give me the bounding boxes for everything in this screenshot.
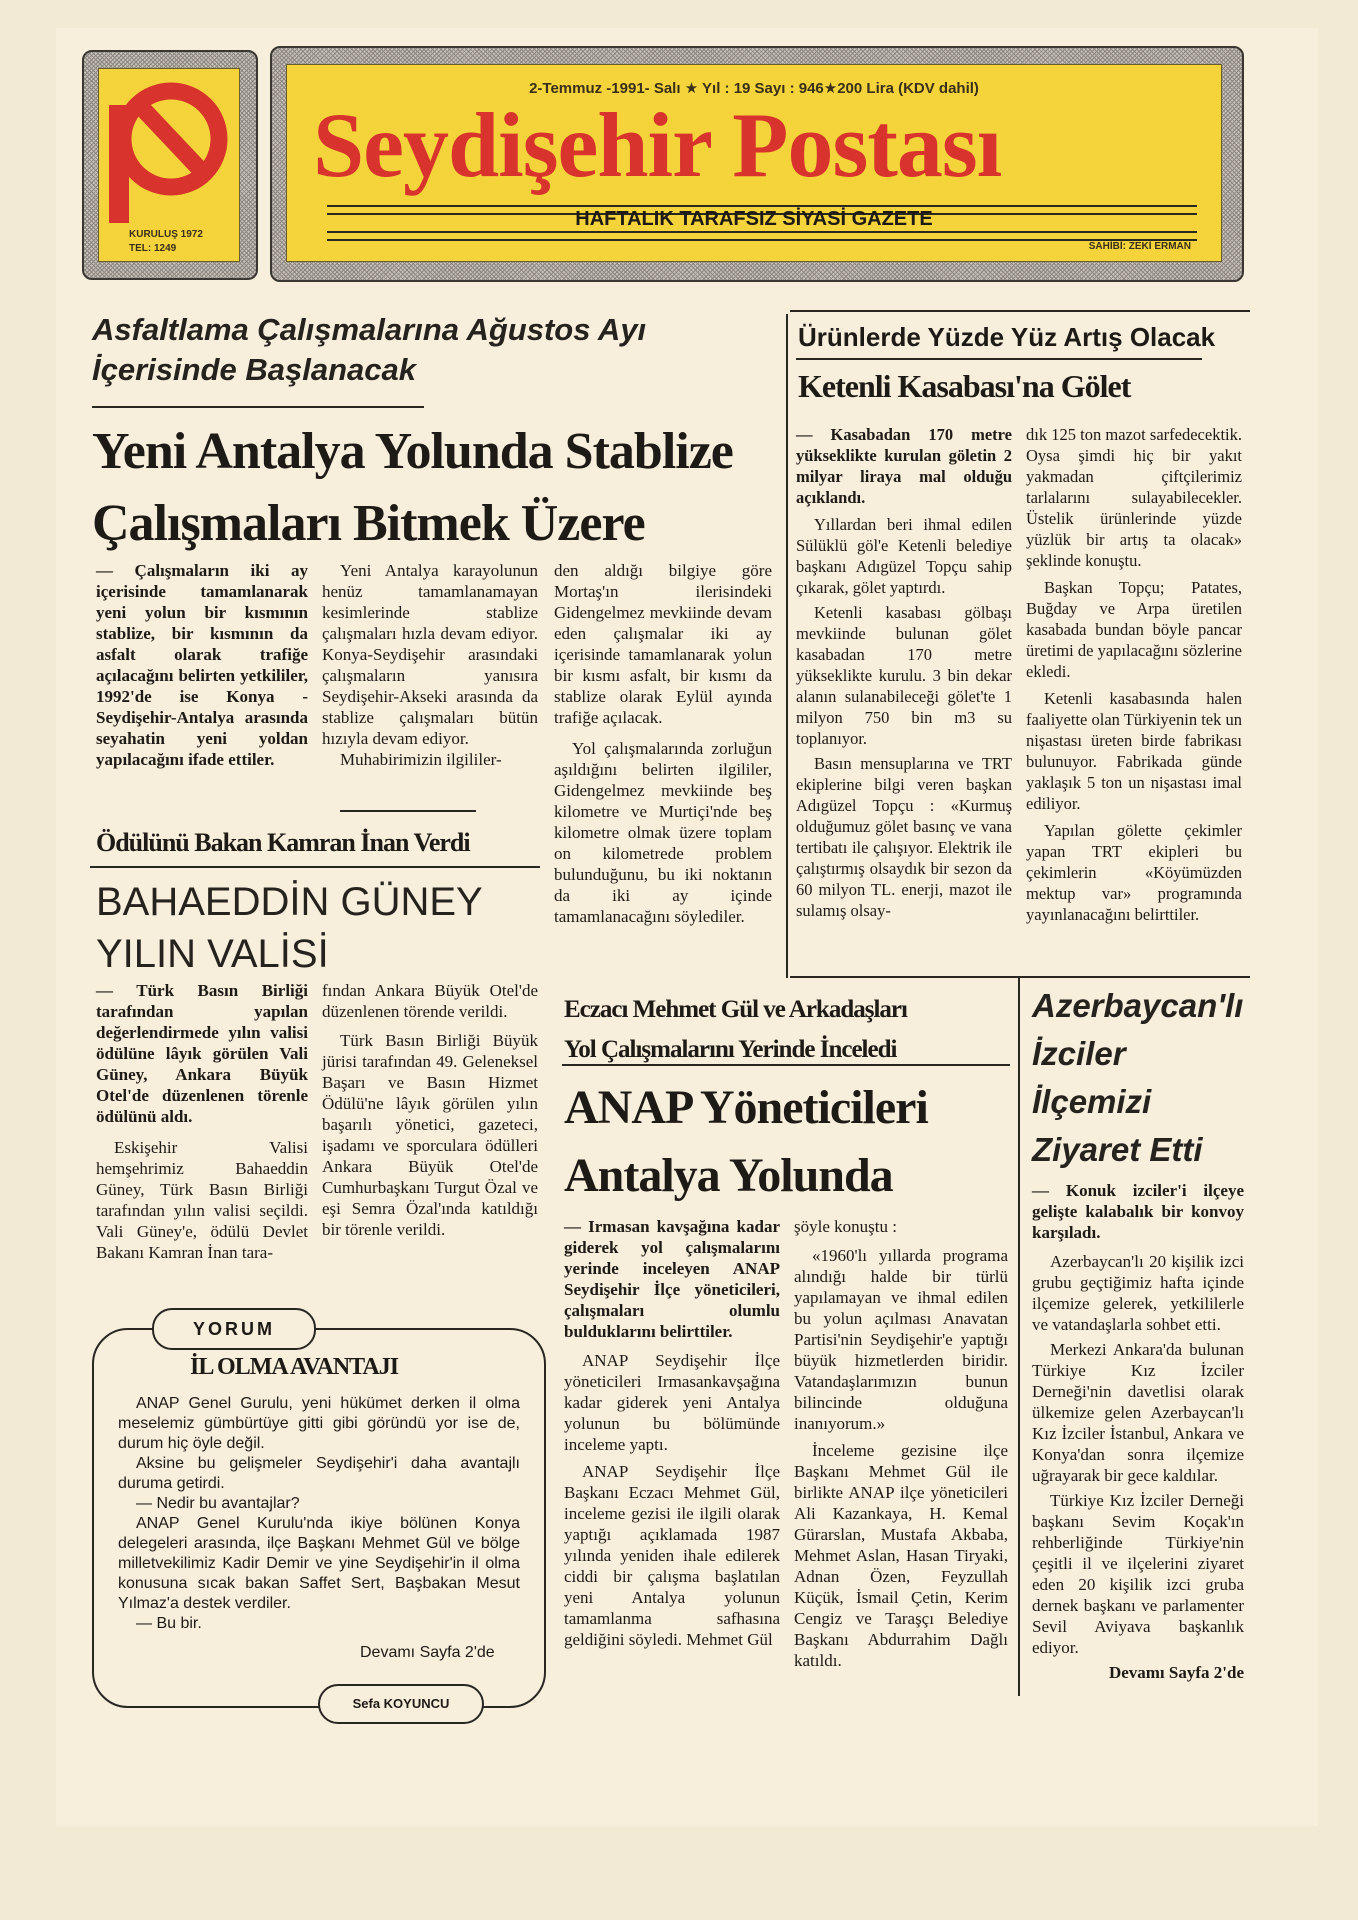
article4-kicker-line1: Eczacı Mehmet Gül ve Arkadaşları [564,996,907,1023]
article1-col3-p1: den aldığı bilgiye göre Mortaş'ın ilerisindeki Gidengelmez mevkiinde devam eden çalışmalar iki ay içerisinde tamamlanarak yolun bir kısmı asfalt, bir kısmı da stablize olarak Eylül ayında trafiğe açılacak. [554,561,772,727]
article2-kicker: Ödülünü Bakan Kamran İnan Verdi [96,828,470,857]
newspaper-title: Seydişehir Postası [313,94,1002,196]
article5-body [1032,1180,1244,1683]
article4-c1p2: ANAP Seydişehir İlçe Başkanı Eczacı Mehmet Gül, inceleme gezisi ile ilgili olarak yaptığı açıklamada 1987 yılında yeniden ihale edilerek ciddi bir çalışma başlatılan yeni Antalya yolunun tamamlanma safhasına geldiğini söyledi. Mehmet Gül [564,1462,780,1649]
article3-c2p2: Başkan Topçu; Patates, Buğday ve Arpa üretilen kasabada bundan böyle pancar üretimi de yapılacağını sözlerine ekledi. [1026,578,1242,681]
yorum-p5: — Bu bir. [136,1615,202,1632]
article5-kicker-line2: İzciler [1032,1035,1126,1072]
phone-text: TEL: 1249 [129,243,177,254]
logo-box [98,68,240,262]
article2-headline-line2: YILIN VALİSİ [96,932,329,976]
article5-more[interactable]: Devamı Sayfa 2'de [1108,1663,1244,1682]
article3-c1p1: Yıllardan beri ihmal edilen Sülüklü göl'e Ketenli belediye başkanı Adıgüzel Topçu sahip çıkarak, gölet yaptırdı. [796,515,1012,597]
article2-p3: Türk Basın Birliği Büyük jürisi tarafından 49. Geleneksel Başarı ve Basın Hizmet Ödülü'ne lâyık görülen yılın başarılı yönetici, gazeteci, işadamı ve sporculara ödülleri Ankara Büyük Otel'de Cumhurbaşkanı Turgut Özal ve eşi Semra Özal'ında katıldığı bir törenle verildi. [322,1031,538,1239]
article2-headline-line1: BAHAEDDİN GÜNEY [96,880,483,924]
article2-p1: Eskişehir Valisi hemşehrimiz Bahaeddin Güney, Türk Basın Birliği tarafından yılın valisi seçildi. Vali Güney'e, ödülü Devlet Bakanı Kamran İnan tara- [96,1138,308,1262]
article1-col3 [554,560,772,927]
yorum-author: Sefa KOYUNCU [352,1696,450,1711]
yorum-label: YORUM [193,1319,275,1339]
article4-kicker-rule [562,1064,1010,1066]
yorum-p1: ANAP Genel Gurulu, yeni hükümet derken il olma meselemiz gümbürtüye gitti gibi göründü yor ise de, durum hiç öyle değil. [118,1395,520,1452]
article3-col2 [1026,424,1242,925]
article1-kicker-line2: İçerisinde Başlanacak [92,352,416,387]
article1-lead: — Çalışmaların iki ay içerisinde tamamlanarak yeni yolun bir kısmının stablize, bir kısmının da asfalt olarak trafiğe açılacağını belirten yetkililer, 1992'de ise Konya - Seydişehir-Antalya arasında seyahatin yeni yoldan yapılacağını ifade ettiler. [96,561,308,769]
article3-bottom-rule [790,976,1250,978]
founded-text: KURULUŞ 1972 [129,229,203,240]
article5-lead: — Konuk izciler'i ilçeye gelişte kalabalık bir konvoy karşıladı. [1032,1181,1244,1242]
yorum-body [118,1394,520,1634]
article5-left-rule [1018,976,1020,1696]
article4-kicker [564,990,1024,1070]
owner-text: SAHİBİ: ZEKİ ERMAN [1088,241,1191,252]
article5-kicker-line3: İlçemizi [1032,1083,1152,1120]
article1-col2 [322,560,538,770]
article3-c1p3: Basın mensuplarına ve TRT ekiplerine bilgi veren başkan Adıgüzel Topçu : «Kurmuş olduğumuz gölet basınç ve vana tertibatı ile çalışıyor. Elektrik ile çalıştırmış olsaydık bir sezon da 60 milyon TL. enerji, mazot ile sulamış olsay- [796,754,1012,920]
article3-c2p3: Ketenli kasabasında halen faaliyette olan Türkiyenin tek un nişastası üreten birde fabrikası bulunuyor. Fabrikada günde yaklaşık 5 ton un nişastası imal ediliyor. [1026,689,1242,813]
article1-col2-p2: Muhabirimizin ilgililer- [340,750,502,769]
article3-kicker: Ürünlerde Yüzde Yüz Artış Olacak [798,322,1216,352]
article4-c2p2: «1960'lı yıllarda programa alındığı halde bir türlü yapılamayan ve ihmal edilen bu yolun açılması Anavatan Partisi'nin Seydişehir'e yaptığı büyük hizmetlerden biridir. Vatandaşlarımızın bunun bilincinde olduğuna inanıyorum.» [794,1246,1008,1433]
article4-col2 [794,1216,1008,1671]
article1-headline-line2: Çalışmaları Bitmek Üzere [92,495,645,552]
article4-c2p1: şöyle konuştu : [794,1217,897,1236]
article1-col2-p1: Yeni Antalya karayolunun henüz tamamlanamayan kesimlerinde stablize çalışmaları hızla devam ediyor. Konya-Seydişehir arasındaki çalışmaların yanısıra Seydişehir-Akseki arasında da stablize çalışmaları bütün hızıyla devam ediyor. [322,561,538,748]
article3-c2p4: Yapılan gölette çekimler yapan TRT ekipleri bu çekimlerin «Köyümüzden mektup var» programında yayınlanacağını belirttiler. [1026,821,1242,924]
article5-p1: Azerbaycan'lı 20 kişilik izci grubu geçtiğimiz hafta içinde ilçemize gelerek, yetkililerle ve vatandaşlarla sohbet etti. [1032,1252,1244,1334]
article5-kicker-line4: Ziyaret Etti [1032,1131,1203,1168]
article3-col1 [796,424,1012,921]
article3-c2p1: dık 125 ton mazot sarfedecektik. Oysa şimdi hiç bir yakıt yakmadan çiftçilerimiz tarlalarını sulayabilecekler. Üstelik ürünlerinde yüzde yüzlük bir artış ta olacak» şeklinde konuştu. [1026,425,1242,570]
article1-col3-p2: Yol çalışmalarında zorluğun aşıldığını belirten ilgililer, Gidengelmez mevkiinde beş kilometre ve Murtiçi'nde beş kilometre olmak üzere toplam on kilometrede problem bulunduğunu, bu iki noktanın da iki ay içinde tamamlanacağını söylediler. [554,739,772,926]
masthead-box [286,64,1222,262]
article4-col1 [564,1216,780,1650]
article4-c1p1: ANAP Seydişehir İlçe yöneticileri Irmasankavşağına kadar giderek yeni Antalya yolunun bu bölümünde inceleme yaptı. [564,1351,780,1454]
yorum-p2: Aksine bu gelişmeler Seydişehir'i daha avantajlı duruma getirdi. [118,1455,520,1492]
article1-kicker [92,310,692,390]
article1-kicker-rule [92,406,424,408]
article3-top-rule [790,310,1250,312]
article3-headline: Ketenli Kasabası'na Gölet [798,368,1131,404]
article4-headline [564,1074,1024,1210]
article2-headline [96,876,556,980]
article3-left-rule [786,314,788,978]
article2-col1 [96,980,308,1263]
article3-c1p2: Ketenli kasabası gölbaşı mevkiinde bulunan gölet kasabadan 170 metre yükseklikte kurulu. 3 bin dekar alanın sulanabileceği gölet'te 1 milyon 750 bin m3 su toplanıyor. [796,603,1012,748]
article2-top-rule [340,810,476,812]
article5-p2: Merkezi Ankara'da bulunan Türkiye Kız İzciler Derneği'nin davetlisi olarak ülkemize gelen Azerbaycan'lı Kız İzciler İstanbul, Ankara ve Konya'dan sonra ilçemize uğrayarak bir gece kaldılar. [1032,1340,1244,1485]
article5-kicker-line1: Azerbaycan'lı [1032,987,1244,1024]
newspaper-logo-icon [99,75,239,225]
article2-p2: fından Ankara Büyük Otel'de düzenlenen törende verildi. [322,981,538,1021]
article1-headline-line1: Yeni Antalya Yolunda Stablize [92,423,733,480]
yorum-author-box [318,1684,484,1724]
dateline: 2-Temmuz -1991- Salı ★ Yıl : 19 Sayı : 946★200 Lira (KDV dahil) [529,80,979,97]
tagline-rule-bottom [327,231,1197,241]
article5-kicker [1032,982,1252,1174]
yorum-label-box [152,1308,316,1350]
yorum-p3: — Nedir bu avantajlar? [136,1495,300,1512]
article4-lead: — Irmasan kavşağına kadar giderek yol çalışmalarını yerinde inceleyen ANAP Seydişehir İlçe yöneticileri, çalışmaları olumlu bulduklarını belirttiler. [564,1217,780,1341]
article4-headline-line1: ANAP Yöneticileri [564,1081,928,1134]
article4-headline-line2: Antalya Yolunda [564,1149,893,1202]
article1-kicker-line1: Asfaltlama Çalışmalarına Ağustos Ayı [92,312,647,347]
article1-headline [92,416,792,560]
article2-lead: — Türk Basın Birliği tarafından yapılan değerlendirmede yılın valisi ödülüne lâyık görülen Vali Güney, Ankara Büyük Otel'de düzenlenen törenle ödülünü aldı. [96,981,308,1126]
article4-c2p3: İnceleme gezisine ilçe Başkanı Mehmet Gül ile birlikte ANAP ilçe yöneticileri Ali Kazankaya, H. Kemal Gürarslan, Mustafa Akbaba, Mehmet Aslan, Hasan Tiryaki, Adnan Özen, Feyzullah Küçük, İsmail Çetin, Kerim Cengiz ve Taraşçı Belediye Başkanı Abdurrahim Dağlı katıldı. [794,1441,1008,1670]
article4-kicker-line2: Yol Çalışmalarını Yerinde İnceledi [564,1036,897,1063]
article2-kicker-rule [90,866,540,868]
yorum-title: İL OLMA AVANTAJI [190,1354,399,1380]
tagline: HAFTALIK TARAFSIZ SİYASİ GAZETE [575,208,933,230]
yorum-more[interactable]: Devamı Sayfa 2'de [360,1644,495,1661]
article5-p3: Türkiye Kız İzciler Derneği başkanı Sevim Koçak'ın rehberliğinde Türkiye'nin çeşitli il ve ilçelerini ziyaret eden 20 kişilik izci gruba dernek başkanı ve parlamenter Sevil Aviyava başkanlık ediyor. [1032,1491,1244,1657]
article3-lead: — Kasabadan 170 metre yükseklikte kurulan göletin 2 milyar liraya mal olduğu açıklandı. [796,425,1012,507]
article3-kicker-rule [796,358,1202,360]
yorum-p4: ANAP Genel Kurulu'nda ikiye bölünen Konya delegeleri arasında, ilçe Başkanı Mehmet Gül ve bölge milletvekilimiz Kadir Demir ve yine Seydişehir'in il olma konusuna sıcak bakan Saffet Sert, Başbakan Mesut Yılmaz'a destek verdiler. [118,1515,520,1612]
article2-col2 [322,980,538,1240]
